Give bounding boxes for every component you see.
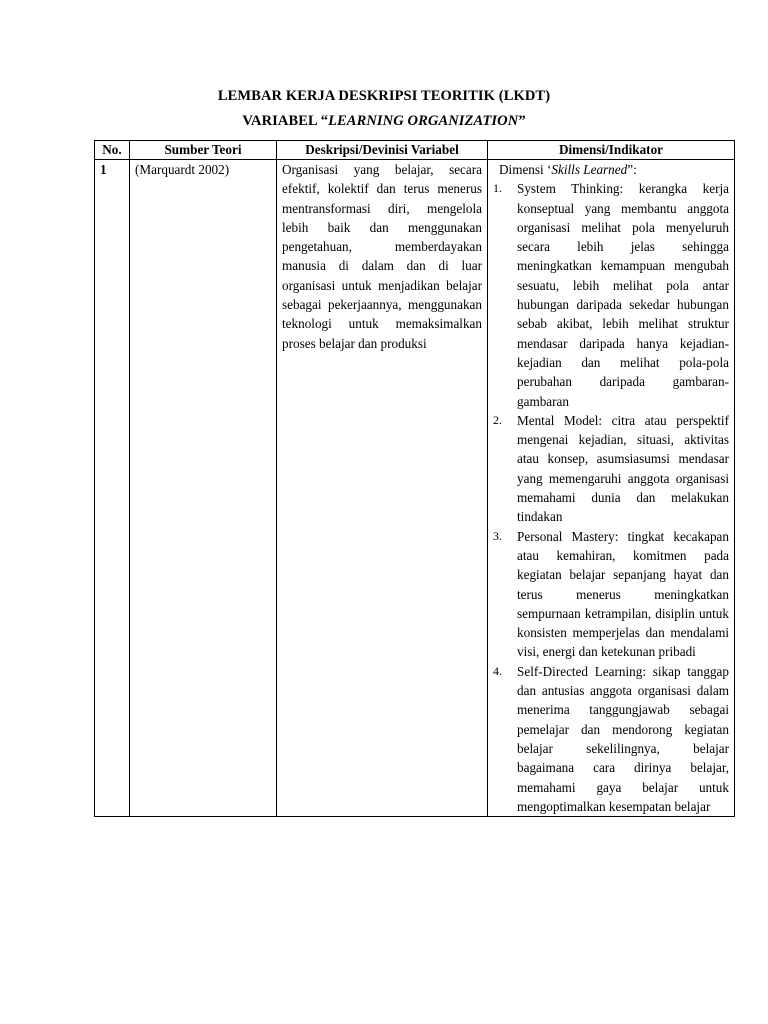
dimension-prefix: Dimensi ‘ [499,162,552,177]
table-header-row [95,141,735,160]
list-item [493,527,729,662]
indicator-list [493,179,729,816]
list-item-number: 1. [493,181,502,196]
variable-title-suffix: ” [518,113,526,129]
variable-title [0,113,768,130]
row-source: (Marquardt 2002) [130,160,277,817]
list-item-text: Self-Directed Learning: sikap tanggap dan antusias anggota organisasi dalam menerima tanggungjawab sebagai pemelajar dan mendorong kegiatan belajar sekelilingnya, belajar bagaimana cara dirinya belajar, memahami gaya belajar untuk mengoptimalkan kesempatan belajar [517,663,729,814]
header-no: No. [95,141,130,160]
header-source: Sumber Teori [130,141,277,160]
list-item-text: Mental Model: citra atau perspektif mengenai kejadian, situasi, aktivitas atau konsep, asumsiasumsi mendasar yang memengaruhi anggota organisasi memahami dunia dan melakukan tindakan [517,412,729,525]
list-item-text: Personal Mastery: tingkat kecakapan atau kemahiran, komitmen pada kegiatan belajar sepanjang hayat dan terus menerus meningkatkan sempurnaan ketrampilan, disiplin untuk konsisten memperjelas dan mendalami visi, energi dan ketekunan pribadi [517,528,729,660]
list-item-number: 2. [493,412,502,427]
table-row [95,160,735,817]
list-item [493,411,729,527]
row-description: Organisasi yang belajar, secara efektif, kolektif dan terus menerus mentransformasi diri, mengelola lebih baik dan menggunakan pengetahuan, memberdayakan manusia di dalam dan di luar organisasi untuk menjadikan belajar sebagai pekerjaannya, menggunakan teknologi untuk memaksimalkan proses belajar dan produksi [277,160,488,817]
list-item-number: 3. [493,528,502,543]
dimension-intro [493,160,729,179]
list-item-text: System Thinking: kerangka kerja konseptual yang membantu anggota organisasi melihat pola menyeluruh secara lebih jelas sehingga meningkatkan kemampuan mengubah sesuatu, lebih melihat pola antar hubungan daripada sekedar hubungan sebab akibat, lebih melihat struktur mendasar daripada hanya kejadian-kejadian dan melihat pola-pola perubahan daripada gambaran-gambaran [517,181,729,409]
header-description: Deskripsi/Devinisi Variabel [277,141,488,160]
row-number: 1 [95,160,130,817]
list-item [493,662,729,816]
variable-title-prefix: VARIABEL “ [242,113,329,129]
dimension-name: Skills Learned [551,162,628,177]
document-title: LEMBAR KERJA DESKRIPSI TEORITIK (LKDT) [217,88,551,104]
dimension-suffix: ”: [627,162,637,177]
list-item-number: 4. [493,663,502,678]
list-item [493,179,729,411]
lkdt-table [94,140,735,817]
variable-name: LEARNING ORGANIZATION [328,113,519,129]
row-dimension [488,160,735,817]
header-dimension: Dimensi/Indikator [488,141,735,160]
